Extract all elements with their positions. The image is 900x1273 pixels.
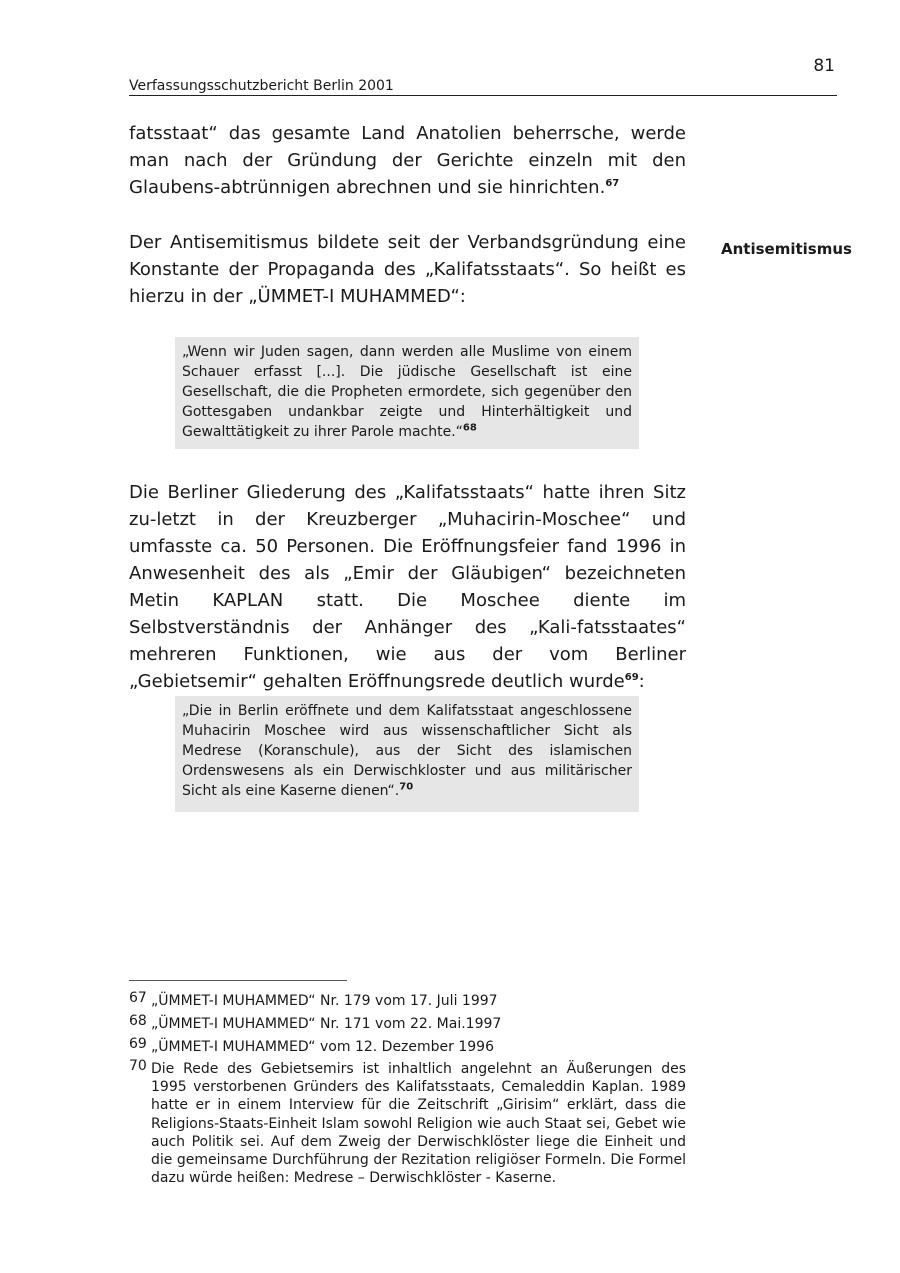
footnote-number: 69 [129,1036,147,1052]
footnote-69 [129,1038,686,1056]
footnote-separator [129,980,347,981]
footnote-68 [129,1015,686,1033]
block-quote-2 [175,696,639,812]
footnote-ref-70[interactable]: 70 [399,781,414,793]
footnote-number: 68 [129,1013,147,1029]
footnote-text: „ÜMMET-I MUHAMMED“ Nr. 171 vom 22. Mai.1997 [151,1016,502,1032]
margin-note-antisemitismus: Antisemitismus [721,240,852,258]
paragraph-3-text: Die Berliner Gliederung des „Kalifatsstaats“ hatte ihren Sitz zu-letzt in der Kreuzberger „Muhacirin-Moschee“ und umfasste ca. 50 Personen. Die Eröffnungsfeier fand 1996 in Anwesenheit des als „Emir der Gläubigen“ bezeichneten Metin KAPLAN statt. Die Moschee diente im Selbstverständnis der Anhänger des „Kali-fatsstaates“ mehreren Funktionen, wie aus der vom Berliner „Gebietsemir“ gehalten Eröffnungsrede deutlich wurde [129,482,686,692]
paragraph-3 [129,479,686,695]
paragraph-2-text: Der Antisemitismus bildete seit der Verbandsgründung eine Konstante der Propaganda des „Kalifatsstaats“. So heißt es hierzu in der „ÜMMET-I MUHAMMED“: [129,232,686,307]
block-quote-1 [175,337,639,449]
footnote-number: 70 [129,1058,147,1074]
paragraph-1 [129,120,686,201]
footnote-70 [129,1060,686,1187]
footnote-ref-67[interactable]: 67 [605,178,620,189]
footnote-67 [129,992,686,1010]
footnote-ref-69[interactable]: 69 [624,672,639,683]
footnote-text: „ÜMMET-I MUHAMMED“ vom 12. Dezember 1996 [151,1039,494,1055]
footnote-number: 67 [129,990,147,1006]
block-quote-2-text: „Die in Berlin eröffnete und dem Kalifatsstaat angeschlossene Muhacirin Moschee wird aus wissenschaftlicher Sicht als Medrese (Koranschule), aus der Sicht des islamischen Ordenswesens als ein Derwischkloster und aus militärischer Sicht als eine Kaserne dienen“. [182,703,632,799]
block-quote-1-text: „Wenn wir Juden sagen, dann werden alle Muslime von einem Schauer erfasst [...]. Die jüdische Gesellschaft ist eine Gesellschaft, die die Propheten ermordete, sich gegenüber den Gottesgaben undankbar zeigte und Hinterhältigkeit und Gewalttätigkeit zu ihrer Parole machte.“ [182,344,632,440]
running-header: Verfassungsschutzbericht Berlin 2001 [129,78,394,94]
page-number: 81 [813,56,835,76]
footnote-ref-68[interactable]: 68 [462,422,477,434]
footnote-text: „ÜMMET-I MUHAMMED“ Nr. 179 vom 17. Juli 1997 [151,993,498,1009]
paragraph-3-tail: : [638,671,645,692]
header-rule [129,95,837,96]
paragraph-2 [129,229,686,310]
paragraph-1-text: fatsstaat“ das gesamte Land Anatolien beherrsche, werde man nach der Gründung der Gerichte einzeln mit den Glaubens-abtrünnigen abrechnen und sie hinrichten. [129,123,686,198]
footnote-text: Die Rede des Gebietsemirs ist inhaltlich angelehnt an Äußerungen des 1995 verstorbenen Gründers des Kalifatsstaats, Cemaleddin Kaplan. 1989 hatte er in einem Interview für die Zeitschrift „Girisim“ erklärt, dass die Religions-Staats-Einheit Islam sowohl Religion wie auch Staat sei, Gebet wie auch Politik sei. Auf dem Zweig der Derwischklöster liege die Einheit und die gemeinsame Durchführung der Rezitation religiöser Formeln. Die Formel dazu würde heißen: Medrese – Derwischklöster - Kaserne. [151,1061,686,1187]
